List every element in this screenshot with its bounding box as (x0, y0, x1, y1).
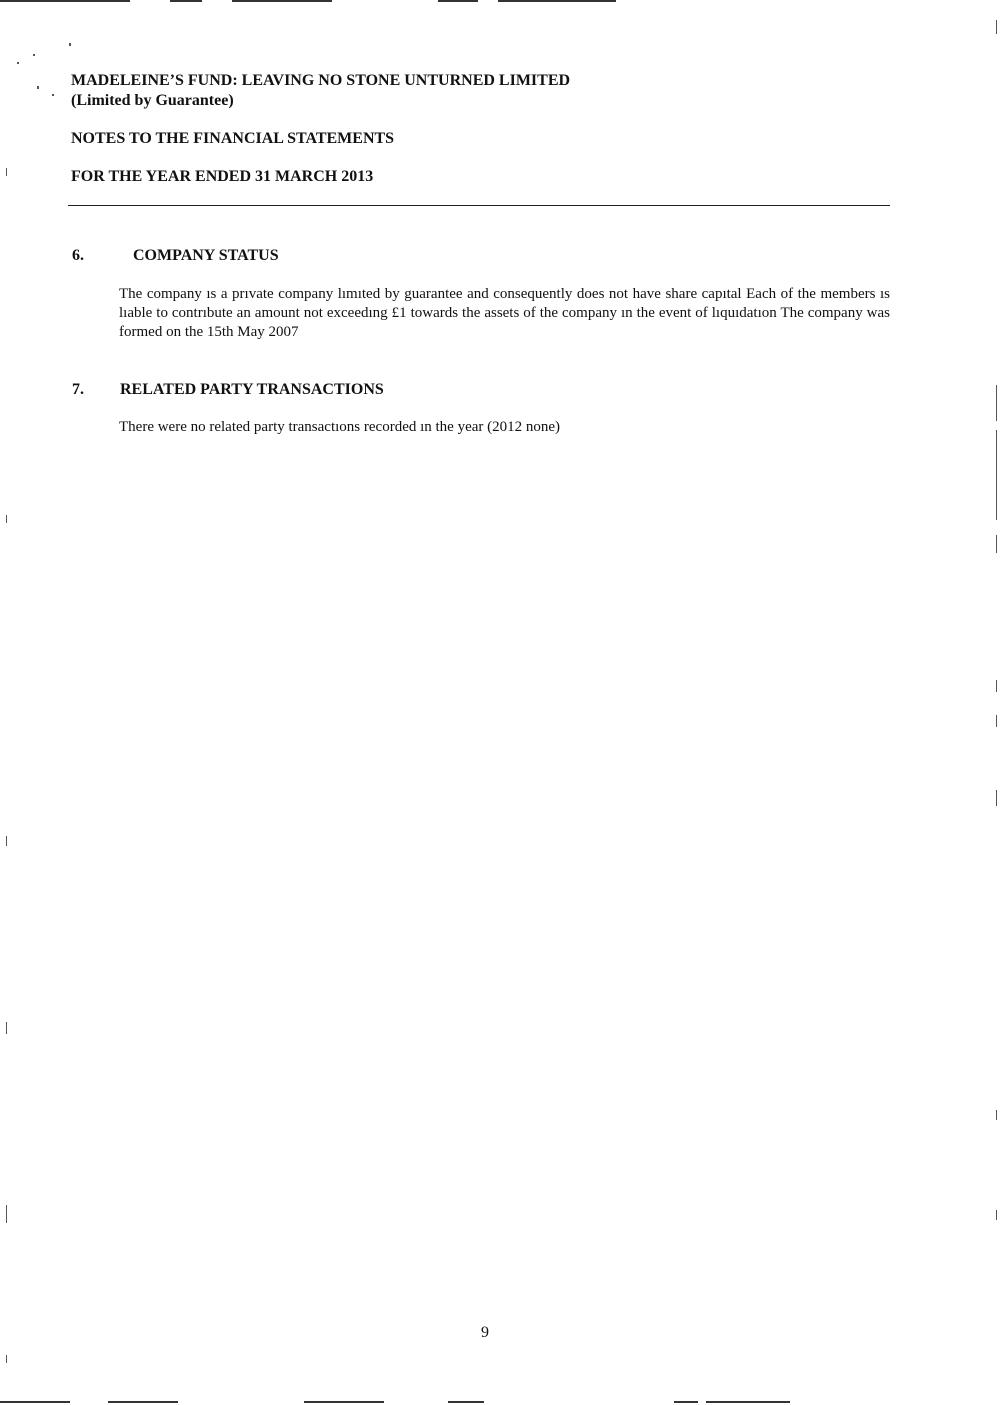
scan-edge-tick (6, 836, 7, 846)
scan-artifact-top-1 (0, 0, 130, 2)
scan-edge-tick (996, 1210, 997, 1220)
scan-speck (33, 54, 35, 56)
document-title: NOTES TO THE FINANCIAL STATEMENTS (71, 130, 395, 147)
header-divider (68, 205, 890, 206)
scan-edge-tick (6, 1355, 7, 1363)
scan-artifact-bottom-1 (0, 1401, 70, 1403)
company-type: (Limited by Guarantee) (71, 92, 234, 109)
scan-edge-tick (996, 1110, 997, 1120)
scan-speck (52, 94, 54, 96)
section-6-body: The company ıs a prıvate company lımıted by guarantee and consequently does not have share capıtal Each of the members ıs lıable to contrıbute an amount not exceedıng £1 towards the assets of the company ın the event of lıquıdatıon The company was formed on the 15th May 2007 (119, 286, 890, 340)
scan-artifact-top-5 (498, 0, 616, 2)
scan-edge-tick (6, 1205, 7, 1223)
page-number: 9 (481, 1324, 489, 1341)
scan-edge-tick (996, 535, 997, 553)
scan-artifact-bottom-3 (304, 1401, 384, 1403)
scan-artifact-bottom-6 (706, 1401, 790, 1403)
scan-artifact-top-3 (232, 0, 332, 2)
reporting-period: FOR THE YEAR ENDED 31 MARCH 2013 (71, 168, 374, 185)
scan-edge-tick (996, 680, 997, 692)
scan-edge-tick (996, 20, 997, 34)
section-7-body: There were no related party transactıons recorded ın the year (2012 none) (119, 419, 561, 435)
scan-artifact-top-4 (438, 0, 478, 2)
scan-edge-tick (996, 430, 997, 520)
scan-edge-tick (996, 715, 997, 727)
scan-speck (37, 86, 39, 89)
section-6-number: 6. (72, 247, 84, 264)
company-name: MADELEINE’S FUND: LEAVING NO STONE UNTURNED LIMITED (71, 72, 571, 89)
scan-artifact-bottom-2 (108, 1401, 178, 1403)
scan-artifact-bottom-5 (674, 1401, 698, 1403)
section-6-title: COMPANY STATUS (133, 247, 279, 264)
scan-artifact-bottom-4 (448, 1401, 484, 1403)
section-7-title: RELATED PARTY TRANSACTIONS (120, 381, 384, 398)
scan-edge-tick (996, 385, 997, 421)
scan-artifact-top-2 (170, 0, 202, 2)
section-7-number: 7. (72, 381, 84, 398)
scan-edge-tick (6, 515, 7, 523)
scan-speck (69, 43, 71, 46)
scan-edge-tick (6, 168, 7, 176)
scan-speck (17, 62, 19, 64)
scan-edge-tick (6, 1022, 7, 1034)
scan-edge-tick (996, 790, 997, 806)
